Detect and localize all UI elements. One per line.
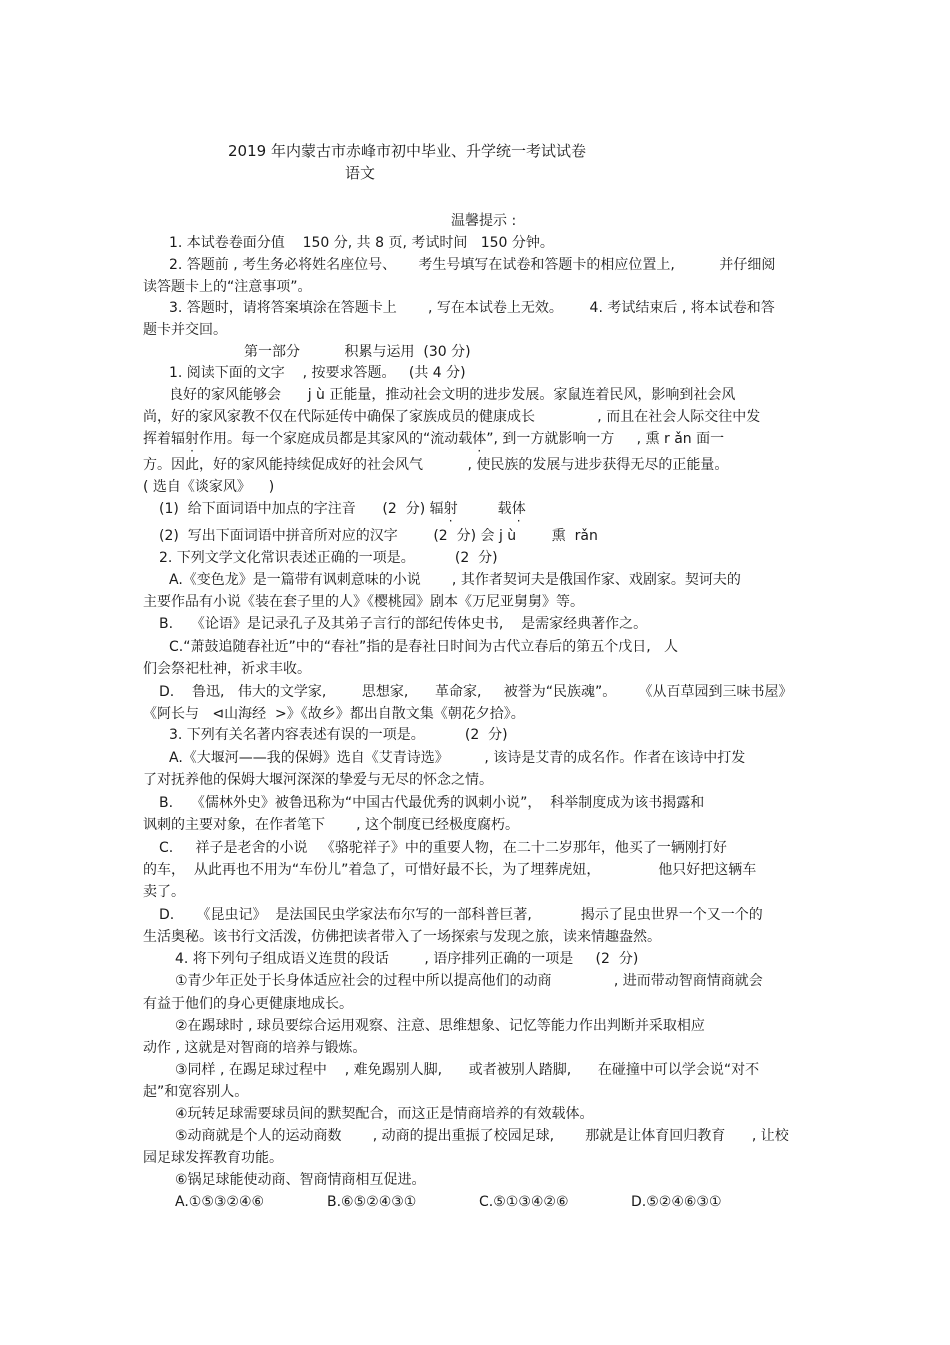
q1-stem: 1. 阅读下面的文字 , 按要求答题。 (共 4 分) xyxy=(169,365,466,381)
q4-sentence-4: ④玩转足球需要球员间的默契配合，而这正是情商培养的有效载体。 xyxy=(175,1106,594,1122)
notice-item-2b: 读答题卡上的“注意事项”。 xyxy=(143,279,312,295)
q3-option-a-line-1: A.《大堰河——我的保姆》选自《艾青诗选》 , 该诗是艾青的成名作。作者在该诗中打发 xyxy=(169,750,746,766)
q4-sentence-2a: ②在踢球时 , 球员要综合运用观察、注意、思维想象、记忆等能力作出判断并采取相应 xyxy=(175,1018,705,1034)
q3-option-c-line-1: C. 祥子是老舍的小说 《骆驼祥子》中的重要人物，在二十二岁那年，他买了一辆刚打好 xyxy=(159,840,727,856)
q1-sub-2: (2) 写出下面词语中拼音所对应的汉字 (2 分) 会 j ù 熏 rǎn xyxy=(159,528,598,544)
q4-sentence-3b: 起”和宽容别人。 xyxy=(143,1084,249,1100)
notice-item-3a: 3. 答题时，请将答案填涂在答题卡上 , 写在本试卷上无效。 4. 考试结束后 , 将本试卷和答 xyxy=(169,300,775,316)
q3-option-a-line-2: 了对抚养他的保姆大堰河深深的挚爱与无尽的怀念之情。 xyxy=(143,772,493,788)
q2-option-b: B. 《论语》是记录孔子及其弟子言行的部纪传体史书, 是需家经典著作之。 xyxy=(159,616,648,632)
q4-sentence-5a: ⑤动商就是个人的运动商数 , 动商的提出重振了校园足球, 那就是让体育回归教育 , 让校 xyxy=(175,1128,789,1144)
q4-sentence-5b: 园足球发挥教育功能。 xyxy=(143,1150,283,1166)
q4-option-b: B.⑥⑤②④③① xyxy=(327,1194,417,1210)
q3-option-d-line-2: 生活奥秘。该书行文活泼，仿佛把读者带入了一场探索与发现之旅，读来情趣盎然。 xyxy=(143,929,661,945)
q3-option-d-line-1: D. 《昆虫记》 是法国民虫学家法布尔写的一部科普巨著, 揭示了昆虫世界一个又一个的 xyxy=(159,907,763,923)
q3-option-c-line-2: 的车， 从此再也不用为“车份儿”着急了，可惜好最不长，为了埋葬虎妞， 他只好把这辆车 xyxy=(143,862,757,878)
q1-passage-line-3: 挥着辐射作用。每一个家庭成员都是其家风的“流动载体”, 到一方就影响一方 , 熏 r ǎn 面一 xyxy=(143,431,725,447)
exam-subject: 语文 xyxy=(345,164,376,182)
q4-sentence-2b: 动作 , 这就是对智商的培养与锻炼。 xyxy=(143,1040,367,1056)
notice-heading: 温馨提示 : xyxy=(451,213,517,229)
q4-option-a: A.①⑤③②④⑥ xyxy=(175,1194,265,1210)
notice-item-3b: 题卡并交回。 xyxy=(143,322,227,338)
q2-option-d-line-1: D. 鲁迅, 伟大的文学家, 思想家, 革命家, 被誉为“民族魂”。 《从百草园到三味书屋》 xyxy=(159,684,793,700)
q3-option-c-line-3: 卖了。 xyxy=(143,884,185,900)
q2-stem: 2. 下列文学文化常识表述正确的一项是。 (2 分) xyxy=(159,550,498,566)
q4-sentence-1b: 有益于他们的身心更健康地成长。 xyxy=(143,996,353,1012)
q4-sentence-3a: ③同样 , 在踢足球过程中 , 难免踢别人脚, 或者被别人踏脚, 在碰撞中可以学会说“对不 xyxy=(175,1062,760,1078)
q2-option-a-line-1: A.《变色龙》是一篇带有讽刺意味的小说 , 其作者契诃夫是俄国作家、戏剧家。契诃夫的 xyxy=(169,572,741,588)
q1-sub-1: (1) 给下面词语中加点的字注音 (2 分) 辐射 载体 xyxy=(159,501,526,517)
q1-passage-line-1: 良好的家风能够会 j ù 正能量，推动社会文明的进步发展。家鼠连着民风，影响到社会风 xyxy=(169,387,736,403)
q1-passage-line-4: 方。因此，好的家风能持续促成好的社会风气 , 使民族的发展与进步获得无尽的正能量。 xyxy=(143,457,729,473)
q1-passage-line-2: 尚，好的家风家教不仅在代际延传中确保了家族成员的健康成长 , 而且在社会人际交往中发 xyxy=(143,409,761,425)
q2-option-c-line-1: C.“萧鼓追随春社近”中的“春社”指的是春社日时间为古代立春后的第五个戊日, 人 xyxy=(169,639,679,655)
exam-title: 2019 年内蒙古市赤峰市初中毕业、升学统一考试试卷 xyxy=(228,142,586,160)
q4-option-d: D.⑤②④⑥③① xyxy=(631,1194,722,1210)
q2-option-a-line-2: 主要作品有小说《装在套子里的人》《樱桃园》剧本《万尼亚舅舅》等。 xyxy=(143,594,584,610)
q2-option-c-line-2: 们会祭祀杜神，祈求丰收。 xyxy=(143,661,311,677)
q4-sentence-6: ⑥锅足球能使动商、智商情商相互促进。 xyxy=(175,1172,426,1188)
q4-option-c: C.⑤①③④②⑥ xyxy=(479,1194,569,1210)
q4-sentence-1a: ①青少年正处于长身体适应社会的过程中所以提高他们的动商 , 进而带动智商情商就会 xyxy=(175,973,763,989)
q4-stem: 4. 将下列句子组成语义连贯的段话 , 语序排列正确的一项是 (2 分) xyxy=(175,951,639,967)
q3-option-b-line-2: 讽刺的主要对象，在作者笔下 , 这个制度已经极度腐朽。 xyxy=(143,817,520,833)
notice-item-1: 1. 本试卷卷面分值 150 分, 共 8 页, 考试时间 150 分钟。 xyxy=(169,235,554,251)
q1-source: ( 选自《谈家风》 ) xyxy=(143,479,275,495)
notice-item-2a: 2. 答题前 , 考生务必将姓名座位号、 考生号填写在试卷和答题卡的相应位置上, 并仔细阅 xyxy=(169,257,776,273)
q2-option-d-line-2: 《阿长与 ⊲山海经 >》《故乡》都出自散文集《朝花夕拾》。 xyxy=(143,706,525,722)
part1-heading: 第一部分 积累与运用 (30 分) xyxy=(244,344,471,360)
q3-stem: 3. 下列有关名著内容表述有误的一项是。 (2 分) xyxy=(169,727,508,743)
q3-option-b-line-1: B. 《儒林外史》被鲁迅称为“中国古代最优秀的讽刺小说”， 科举制度成为该书揭露和 xyxy=(159,795,705,811)
